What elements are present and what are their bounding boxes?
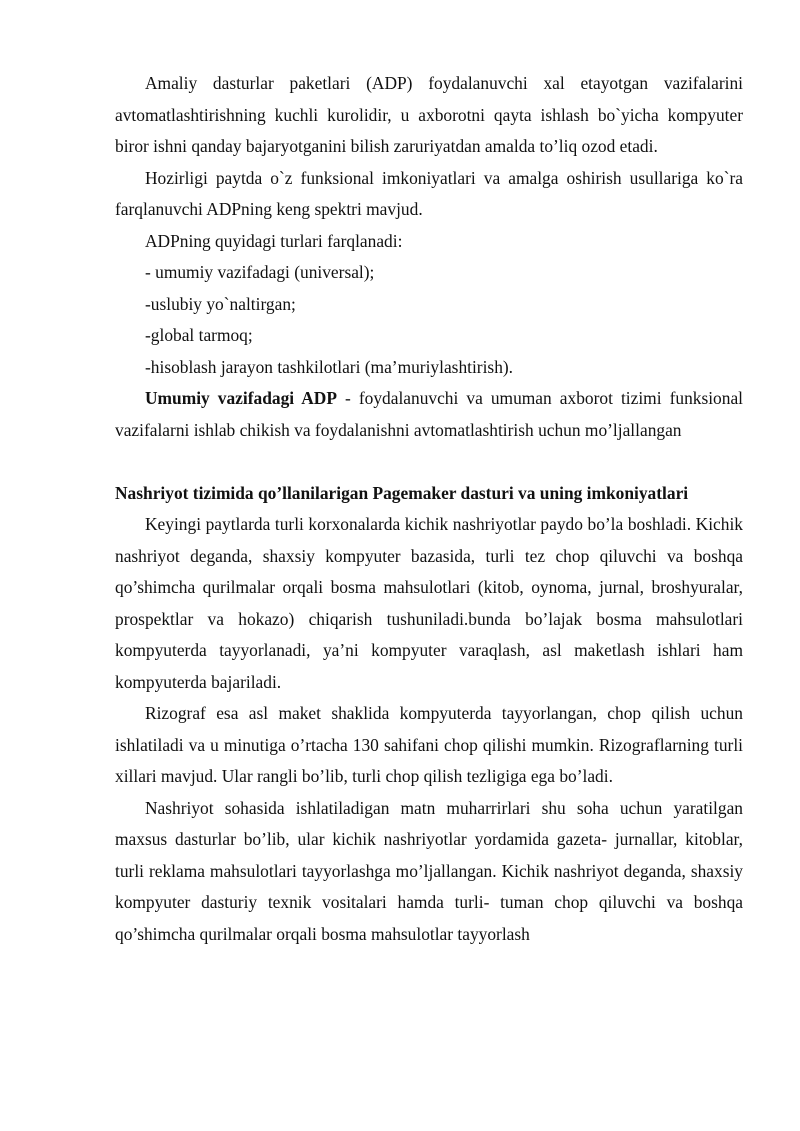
list-item-universal: - umumiy vazifadagi (universal);	[145, 262, 375, 282]
list-item-methodical: -uslubiy yo`naltirgan;	[145, 293, 296, 314]
definition-text: - foydalanuvchi va umuman axborot tizimi funksional vazifalarni ishlab chikish va foydalanishni avtomatlashtirish uchun mo’ljallangan	[115, 388, 744, 440]
list-intro: ADPning quyidagi turlari farqlanadi:	[145, 230, 403, 251]
paragraph-adp-spectrum: Hozirligi paytda o`z funksional imkoniyatlari va amalga oshirish usullariga ko`ra farqlanuvchi ADPning keng spektri mavjud.	[115, 167, 743, 219]
section-heading: Nashriyot tizimida qo’llanilarigan Pagemaker dasturi va uning imkoniyatlari	[115, 482, 689, 503]
list-item-global-network: -global tarmoq;	[145, 325, 253, 345]
paragraph-adp-intro: Amaliy dasturlar paketlari (ADP) foydalanuvchi xal etayotgan vazifalarini avtomatlashtirishning kuchli kurolidir, u axborotni qayta ishlash bo`yicha kompyuter biror ishni qanday bajaryotganini bilish zaruriyatdan amalda to’liq ozod etadi.	[115, 73, 743, 156]
paragraph-text-editors: Nashriyot sohasida ishlatiladigan matn muharrirlari shu soha uchun yaratilgan maxsus dasturlar bo’lib, ular kichik nashriyotlar yordamida gazeta- jurnallar, kitoblar, turli reklama mahsulotlari tayyorlashga mo’ljallangan. Kichik nashriyot deganda, shaxsiy kompyuter dasturiy texnik vositalari hamda turli- tuman chop qiluvchi va boshqa qo’shimcha qurilmalar orqali bosma mahsulotlar tayyorlash	[115, 797, 743, 944]
document-page	[115, 68, 743, 950]
paragraph-small-publishers: Keyingi paytlarda turli korxonalarda kichik nashriyotlar paydo bo’la boshladi. Kichik nashriyot deganda, shaxsiy kompyuter bazasida, turli tez chop qiluvchi va boshqa qo’shimcha qurilmalar orqali bosma mahsulotlari (kitob, oynoma, jurnal, broshyuralar, prospektlar va hokazo) chiqarish tushuniladi.bunda bo’lajak bosma mahsulotlari kompyuterda tayyorlanadi, ya’ni kompyuter varaqlash, asl maketlash ishlari ham kompyuterda bajariladi.	[115, 514, 743, 692]
list-item-computing-process: -hisoblash jarayon tashkilotlari (ma’muriylashtirish).	[145, 356, 514, 377]
definition-term: Umumiy vazifadagi ADP	[145, 388, 337, 408]
paragraph-risograph: Rizograf esa asl maket shaklida kompyuterda tayyorlangan, chop qilish uchun ishlatiladi va u minutiga o’rtacha 130 sahifani chop qilishi mumkin. Rizograflarning turli xillari mavjud. Ular rangli bo’lib, turli chop qilish tezligiga ega bo’ladi.	[115, 703, 743, 786]
paragraph-definition	[115, 383, 743, 446]
